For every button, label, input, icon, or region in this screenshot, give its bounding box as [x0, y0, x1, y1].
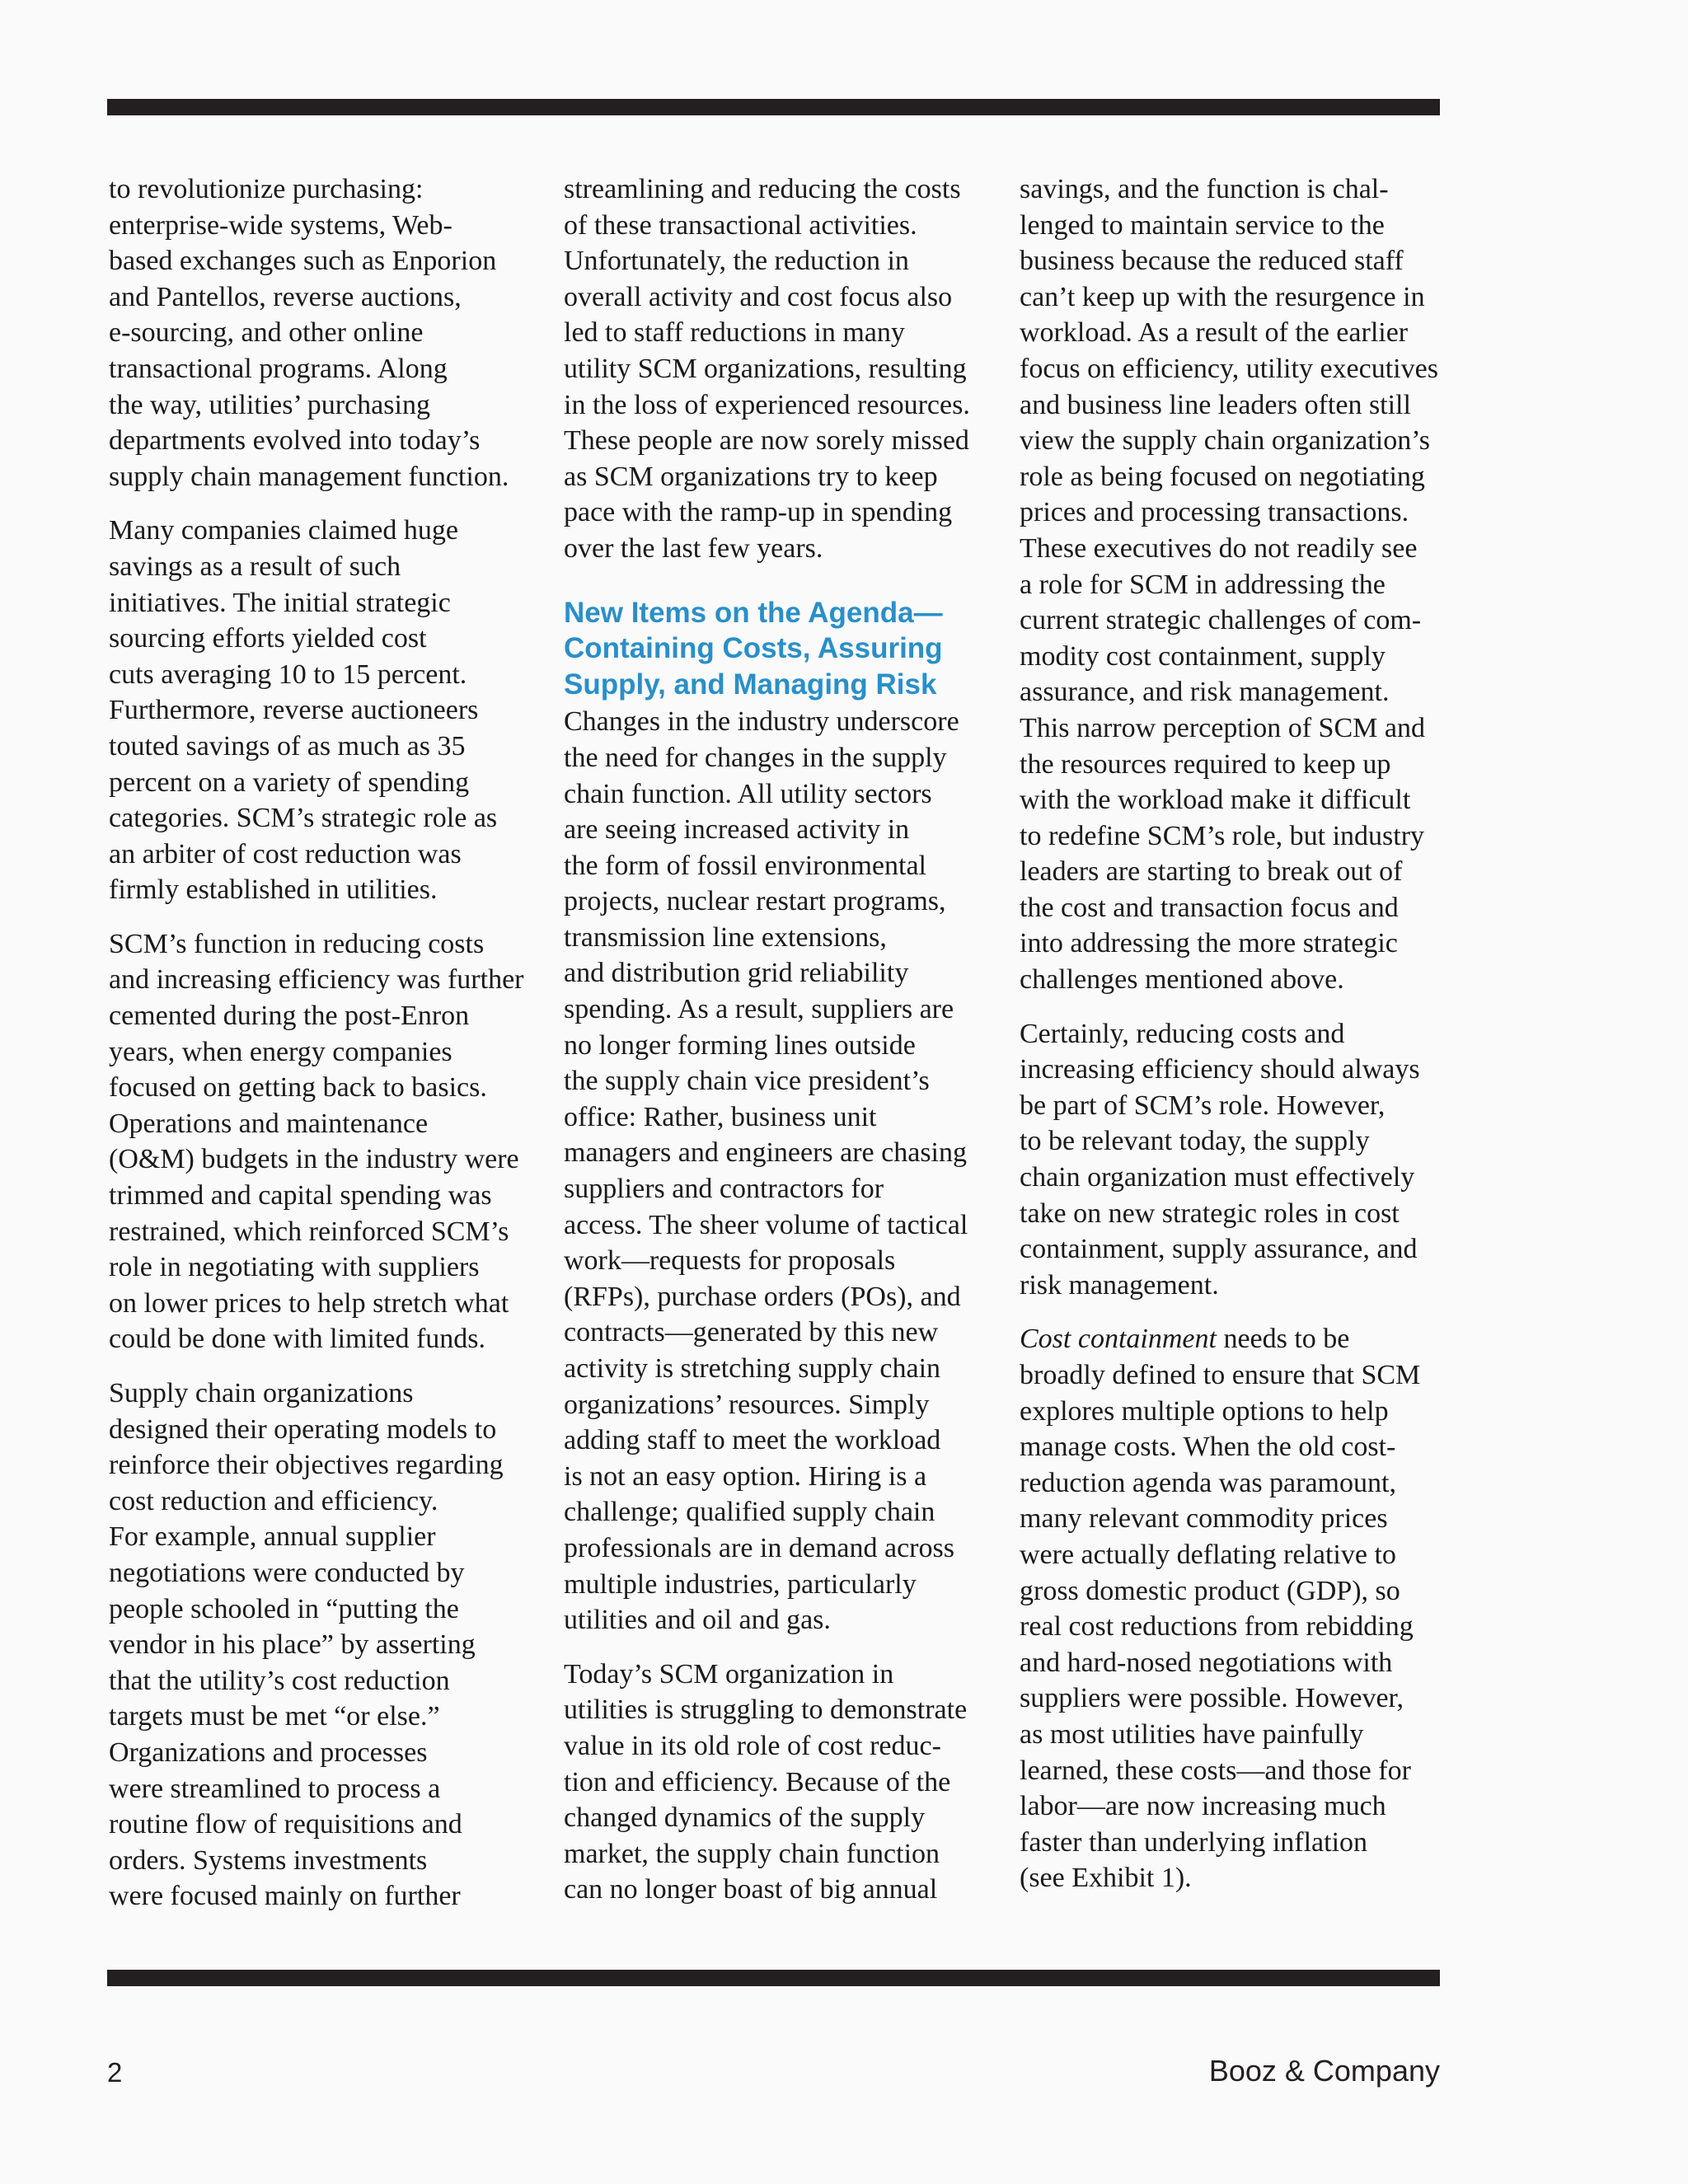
text-line: many relevant commodity prices	[1020, 1503, 1388, 1535]
text-line: Containing Costs, Assuring	[564, 632, 943, 665]
column-2	[564, 171, 989, 1926]
text-line: and business line leaders often still	[1020, 389, 1411, 420]
text-line: (O&M) budgets in the industry were	[109, 1144, 519, 1175]
paragraph	[1020, 1016, 1448, 1304]
text-line: the need for changes in the supply	[564, 742, 947, 773]
text-line: explores multiple options to help	[1020, 1395, 1389, 1427]
text-line: that the utility’s cost reduction	[109, 1665, 450, 1696]
text-line: contracts—generated by this new	[564, 1317, 939, 1348]
brand-name: Booz & Company	[1208, 2054, 1440, 2088]
text-line: savings, and the function is chal-	[1020, 174, 1389, 204]
text-line: workload. As a result of the earlier	[1020, 317, 1409, 349]
text-line: challenge; qualified supply chain	[564, 1497, 935, 1528]
text-line: challenges mentioned above.	[1020, 964, 1344, 996]
text-line: New Items on the Agenda—	[564, 596, 943, 629]
text-line: Organizations and processes	[109, 1736, 428, 1768]
text-line: percent on a variety of spending	[109, 766, 470, 798]
text-line: activity is stretching supply chain	[564, 1353, 941, 1384]
text-line: streamlining and reducing the costs	[564, 174, 961, 204]
text-line: with the workload make it difficult	[1020, 785, 1411, 816]
text-line: overall activity and cost focus also	[564, 281, 953, 312]
text-line: and hard-nosed negotiations with	[1020, 1647, 1393, 1678]
text-line: increasing efficiency should always	[1020, 1054, 1420, 1085]
text-line: risk management.	[1020, 1269, 1219, 1301]
text-line: e-sourcing, and other online	[109, 317, 424, 349]
text-line: (RFPs), purchase orders (POs), and	[564, 1281, 961, 1312]
text-line: manage costs. When the old cost-	[1020, 1432, 1396, 1463]
text-line: These people are now sorely missed	[564, 425, 969, 457]
text-line: real cost reductions from rebidding	[1020, 1611, 1414, 1643]
bottom-rule	[107, 1970, 1440, 1986]
text-line: supply chain management function.	[109, 461, 509, 492]
text-line: Supply chain organizations	[109, 1378, 414, 1408]
text-line: as SCM organizations try to keep	[564, 461, 938, 492]
text-line: negotiations were conducted by	[109, 1557, 465, 1588]
text-line: suppliers were possible. However,	[1020, 1683, 1404, 1714]
text-line: Today’s SCM organization in	[564, 1658, 894, 1690]
text-line: assurance, and risk management.	[1020, 677, 1390, 708]
text-line: learned, these costs—and those for	[1020, 1755, 1411, 1786]
text-line: be part of SCM’s role. However,	[1020, 1090, 1386, 1121]
text-line: sourcing efforts yielded cost	[109, 623, 427, 654]
text-line: Furthermore, reverse auctioneers	[109, 695, 479, 726]
text-line: could be done with limited funds.	[109, 1324, 486, 1355]
text-line: were actually deflating relative to	[1020, 1539, 1396, 1570]
paragraph	[109, 171, 537, 494]
paragraph	[109, 1376, 537, 1915]
text-line: to redefine SCM’s role, but industry	[1020, 820, 1425, 851]
text-line: utility SCM organizations, resulting	[564, 353, 967, 384]
text-line: categories. SCM’s strategic role as	[109, 803, 498, 834]
text-line: the cost and transaction focus and	[1020, 892, 1399, 923]
column-3	[1020, 171, 1448, 1915]
text-line: suppliers and contractors for	[564, 1174, 884, 1205]
text-line: managers and engineers are chasing	[564, 1137, 967, 1169]
column-1	[109, 171, 537, 1933]
text-line: focused on getting back to basics.	[109, 1072, 487, 1104]
text-line: office: Rather, business unit	[564, 1101, 877, 1132]
text-line: utilities is struggling to demonstrate	[564, 1694, 968, 1726]
text-line: faster than underlying inflation	[1020, 1826, 1368, 1858]
page-number: 2	[107, 2057, 123, 2088]
text-line: For example, annual supplier	[109, 1521, 436, 1553]
text-line: SCM’s function in reducing costs	[109, 928, 485, 959]
text-line: adding staff to meet the workload	[564, 1425, 941, 1456]
text-line: lenged to maintain service to the	[1020, 209, 1385, 241]
paragraph	[1020, 171, 1448, 998]
text-line: savings as a result of such	[109, 551, 401, 582]
paragraph	[109, 926, 537, 1357]
text-line: led to staff reductions in many	[564, 317, 905, 349]
text-line: into addressing the more strategic	[1020, 928, 1398, 959]
text-line: an arbiter of cost reduction was	[109, 838, 462, 869]
text-line: Changes in the industry underscore	[564, 706, 959, 738]
text-line: modity cost containment, supply	[1020, 640, 1386, 672]
text-line: a role for SCM in addressing the	[1020, 569, 1386, 600]
text-line: people schooled in “putting the	[109, 1593, 459, 1624]
text-line: work—requests for proposals	[564, 1245, 896, 1277]
text-line: routine flow of requisitions and	[109, 1809, 462, 1840]
text-line: and Pantellos, reverse auctions,	[109, 281, 462, 312]
text-line: utilities and oil and gas.	[564, 1605, 831, 1636]
text-line: organizations’ resources. Simply	[564, 1389, 930, 1420]
text-line: chain function. All utility sectors	[564, 778, 932, 809]
text-line: based exchanges such as Enporion	[109, 246, 497, 277]
text-line: designed their operating models to	[109, 1413, 497, 1445]
paragraph	[1020, 1321, 1448, 1896]
text-line: transactional programs. Along	[109, 353, 448, 384]
text-line: Unfortunately, the reduction in	[564, 246, 909, 277]
text-line: current strategic challenges of com-	[1020, 605, 1422, 636]
text-line: is not an easy option. Hiring is a	[564, 1460, 927, 1492]
text-line: and distribution grid reliability	[564, 958, 909, 989]
text-line: Certainly, reducing costs and	[1020, 1018, 1345, 1049]
text-line: cemented during the post-Enron	[109, 1001, 470, 1032]
text-line: over the last few years.	[564, 532, 823, 564]
text-line: cost reduction and efficiency.	[109, 1485, 438, 1516]
text-line: in the loss of experienced resources.	[564, 389, 970, 420]
text-line: and increasing efficiency was further	[109, 964, 524, 996]
text-line: the form of fossil environmental	[564, 850, 927, 881]
text-line: Operations and maintenance	[109, 1108, 429, 1139]
paragraph-lines	[1020, 1357, 1448, 1896]
text-line: This narrow perception of SCM and	[1020, 712, 1425, 743]
text-line: role in negotiating with suppliers	[109, 1252, 480, 1283]
text-line: professionals are in demand across	[564, 1532, 954, 1563]
paragraph-text: needs to be	[1216, 1324, 1350, 1355]
text-line: reduction agenda was paramount,	[1020, 1467, 1396, 1498]
text-line: initiatives. The initial strategic	[109, 587, 451, 618]
text-line: of these transactional activities.	[564, 209, 917, 241]
text-line: business because the reduced staff	[1020, 246, 1404, 277]
text-line: as most utilities have painfully	[1020, 1718, 1364, 1750]
text-line: reinforce their objectives regarding	[109, 1450, 504, 1481]
text-line: multiple industries, particularly	[564, 1568, 917, 1600]
text-line: changed dynamics of the supply	[564, 1802, 926, 1834]
top-rule	[107, 99, 1440, 115]
text-line: leaders are starting to break out of	[1020, 856, 1403, 888]
text-line: market, the supply chain function	[564, 1838, 940, 1869]
text-line: broadly defined to ensure that SCM	[1020, 1360, 1421, 1390]
text-line: access. The sheer volume of tactical	[564, 1209, 968, 1240]
text-line: labor—are now increasing much	[1020, 1791, 1386, 1822]
text-line: to revolutionize purchasing:	[109, 174, 424, 204]
text-line: value in its old role of cost reduc-	[564, 1730, 941, 1761]
paragraph-first-line	[1020, 1321, 1448, 1357]
text-line: departments evolved into today’s	[109, 425, 481, 457]
paragraph	[109, 513, 537, 908]
text-line: years, when energy companies	[109, 1036, 452, 1067]
text-line: view the supply chain organization’s	[1020, 425, 1430, 457]
text-line: can no longer boast of big annual	[564, 1874, 938, 1905]
text-line: can’t keep up with the resurgence in	[1020, 281, 1425, 312]
text-line: Many companies claimed huge	[109, 515, 458, 546]
paragraph	[564, 704, 989, 1638]
text-line: pace with the ramp-up in spending	[564, 497, 953, 528]
text-line: the supply chain vice president’s	[564, 1066, 930, 1097]
text-line: enterprise-wide systems, Web-	[109, 209, 452, 241]
text-line: take on new strategic roles in cost	[1020, 1197, 1400, 1229]
text-line: orders. Systems investments	[109, 1844, 428, 1876]
text-line: restrained, which reinforced SCM’s	[109, 1216, 509, 1247]
text-line: spending. As a result, suppliers are	[564, 994, 954, 1025]
section-heading	[564, 595, 989, 703]
paragraph	[564, 171, 989, 567]
text-line: projects, nuclear restart programs,	[564, 886, 946, 917]
text-line: were focused mainly on further	[109, 1881, 461, 1912]
text-line: transmission line extensions,	[564, 921, 887, 953]
text-line: chain organization must effectively	[1020, 1162, 1415, 1193]
text-line: on lower prices to help stretch what	[109, 1287, 509, 1319]
text-line: trimmed and capital spending was	[109, 1180, 492, 1212]
text-line: cuts averaging 10 to 15 percent.	[109, 658, 467, 690]
text-line: to be relevant today, the supply	[1020, 1126, 1370, 1157]
paragraph	[564, 1657, 989, 1908]
text-line: gross domestic product (GDP), so	[1020, 1575, 1400, 1606]
text-line: (see Exhibit 1).	[1020, 1863, 1192, 1894]
text-line: These executives do not readily see	[1020, 532, 1418, 564]
text-line: role as being focused on negotiating	[1020, 461, 1425, 492]
text-line: firmly established in utilities.	[109, 874, 438, 906]
text-line: the resources required to keep up	[1020, 748, 1391, 780]
text-line: the way, utilities’ purchasing	[109, 389, 430, 420]
text-line: touted savings of as much as 35	[109, 730, 466, 762]
text-line: are seeing increased activity in	[564, 814, 910, 846]
text-line: vendor in his place” by asserting	[109, 1629, 476, 1661]
text-line: focus on efficiency, utility executives	[1020, 353, 1438, 384]
text-line: were streamlined to process a	[109, 1773, 441, 1804]
text-line: no longer forming lines outside	[564, 1029, 916, 1061]
text-line: tion and efficiency. Because of the	[564, 1766, 951, 1797]
italic-term: Cost containment	[1020, 1324, 1217, 1355]
text-line: targets must be met “or else.”	[109, 1701, 440, 1732]
text-line: Supply, and Managing Risk	[564, 668, 937, 701]
text-line: prices and processing transactions.	[1020, 497, 1409, 528]
text-line: containment, supply assurance, and	[1020, 1234, 1418, 1265]
